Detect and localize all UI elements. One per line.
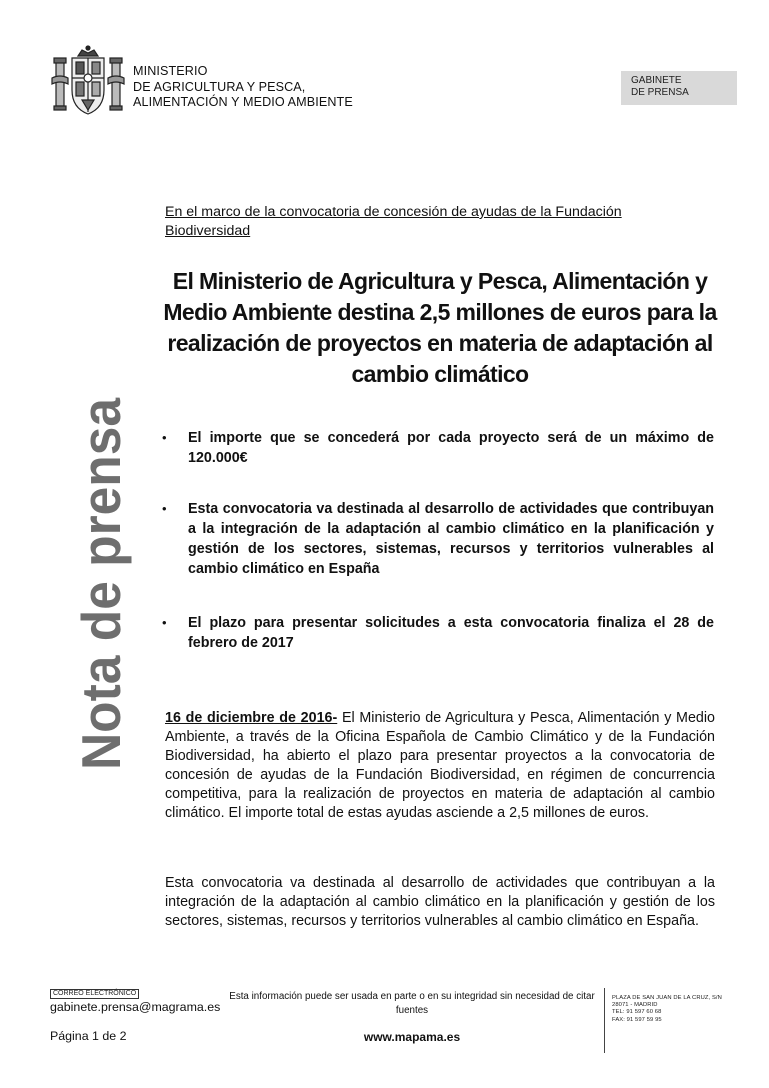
gabinete-label	[621, 71, 737, 105]
ministry-line: ALIMENTACIÓN Y MEDIO AMBIENTE	[133, 95, 353, 109]
vertical-title	[22, 370, 132, 800]
website-link[interactable]: www.mapama.es	[363, 1030, 461, 1044]
bullet-text: El importe que se concederá por cada proyecto será de un máximo de 120.000€	[188, 430, 714, 466]
paragraph-1-text: El Ministerio de Agricultura y Pesca, Alimentación y Medio Ambiente, a través de la Oficina Española de Cambio Climático y de la Fundación Biodiversidad, ha abierto el plazo para presentar proyectos a la convocatoria de concesión de ayudas de la Fundación Biodiversidad, en régimen de concurrencia competitiva, para la realización de proyectos en materia de adaptación al cambio climático. El importe total de estas ayudas asciende a 2,5 millones de euros.	[165, 710, 715, 821]
bullet-text: El plazo para presentar solicitudes a esta convocatoria finaliza el 28 de febrero de 2017	[188, 615, 714, 651]
usage-note: Esta información puede ser usada en parte o en su integridad sin necesidad de citar fuentes	[229, 991, 595, 1016]
page-number: Página 1 de 2	[50, 1029, 127, 1043]
body-paragraph-1	[165, 709, 715, 823]
bullet-icon: •	[162, 430, 167, 445]
email-link[interactable]: gabinete.prensa@magrama.es	[50, 1000, 221, 1014]
subtitle: En el marco de la convocatoria de concesión de ayudas de la Fundación Biodiversidad	[165, 204, 622, 239]
address-line: FAX: 91 597 59 95	[612, 1016, 662, 1023]
headline: El Ministerio de Agricultura y Pesca, Alimentación y Medio Ambiente destina 2,5 millones de euros para la realización de proyectos en materia de adaptación al cambio climático	[163, 268, 717, 387]
press-date: 16 de diciembre de 2016-	[165, 710, 338, 726]
gabinete-line: DE PRENSA	[631, 86, 689, 98]
bullet-icon: •	[162, 501, 167, 516]
coat-of-arms-icon	[50, 44, 126, 120]
body-paragraph-2: Esta convocatoria va destinada al desarrollo de actividades que contribuyan a la integración de la adaptación al cambio climático en la planificación y gestión de los sectores, sistemas, recursos y territorios vulnerables al cambio climático en España.	[165, 875, 715, 929]
gabinete-line: GABINETE	[631, 75, 682, 86]
address-line: PLAZA DE SAN JUAN DE LA CRUZ, S/N	[612, 995, 722, 1001]
footer-divider	[604, 988, 605, 1053]
bullet-text: Esta convocatoria va destinada al desarrollo de actividades que contribuyan a la integración de la adaptación al cambio climático en la planificación y gestión de los sectores, sistemas, recursos y territorios vulnerables al cambio climático en España	[188, 501, 714, 577]
address-line: 28071 - MADRID	[612, 1002, 658, 1009]
address-line: TEL: 91 597 60 68	[612, 1009, 662, 1016]
bullet-icon: •	[162, 615, 167, 630]
email-label: CORREO ELECTRÓNICO	[50, 989, 139, 999]
vertical-title-text: Nota de prensa	[70, 372, 132, 770]
address-block	[612, 995, 762, 1024]
ministry-name	[133, 64, 353, 111]
ministry-line: MINISTERIO	[133, 64, 208, 78]
ministry-line: DE AGRICULTURA Y PESCA,	[133, 79, 306, 94]
